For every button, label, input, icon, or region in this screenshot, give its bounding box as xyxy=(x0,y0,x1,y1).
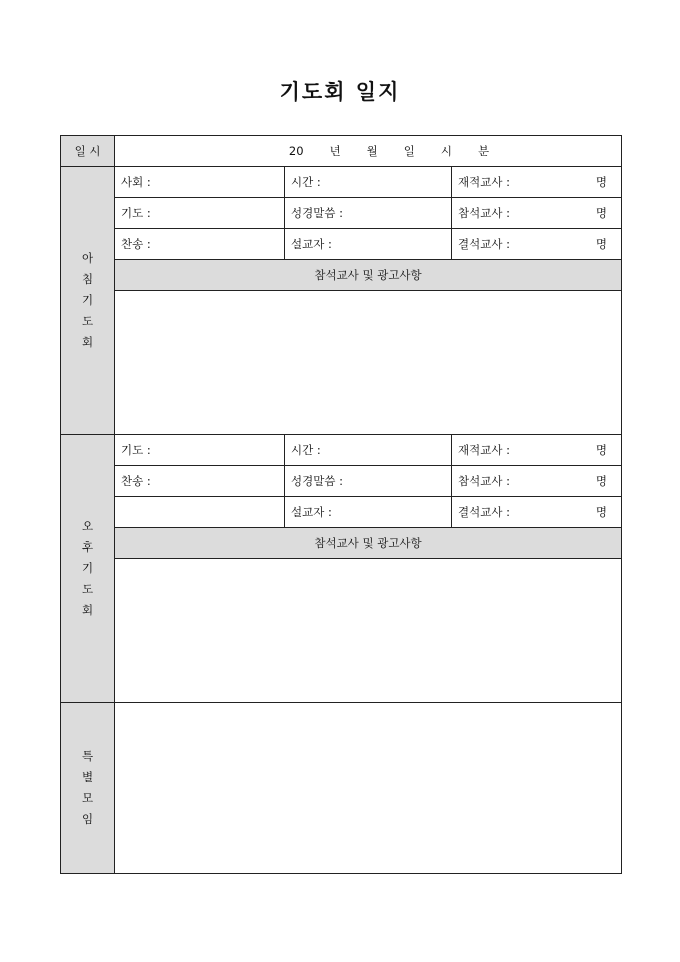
afternoon-hymn-field[interactable]: 찬송 : xyxy=(115,466,285,497)
prayer-log-form xyxy=(60,135,622,874)
morning-notice-area[interactable] xyxy=(115,291,622,435)
date-label-cell xyxy=(61,136,115,167)
date-hour-label: 시 xyxy=(440,144,452,158)
morning-row-2 xyxy=(61,198,622,229)
morning-row-3 xyxy=(61,229,622,260)
date-year-prefix: 20 xyxy=(288,144,304,158)
morning-enrolled-field[interactable]: 재적교사 : 명 xyxy=(452,167,622,198)
morning-attending-field[interactable]: 참석교사 : 명 xyxy=(452,198,622,229)
afternoon-notice-row xyxy=(61,559,622,703)
afternoon-row-3 xyxy=(61,497,622,528)
morning-absent-field[interactable]: 결석교사 : 명 xyxy=(452,229,622,260)
afternoon-time-field[interactable]: 시간 : xyxy=(285,435,452,466)
morning-row-1 xyxy=(61,167,622,198)
morning-notice-header-row xyxy=(61,260,622,291)
morning-time-field[interactable]: 시간 : xyxy=(285,167,452,198)
special-meeting-area[interactable] xyxy=(115,703,622,874)
morning-leader-field[interactable]: 사회 : xyxy=(115,167,285,198)
afternoon-row-1 xyxy=(61,435,622,466)
date-row xyxy=(61,136,622,167)
document-title: 기도회 일지 xyxy=(279,79,401,104)
afternoon-absent-field[interactable]: 결석교사 : 명 xyxy=(452,497,622,528)
afternoon-row-2 xyxy=(61,466,622,497)
date-month-label: 월 xyxy=(366,144,378,158)
morning-hymn-field[interactable]: 찬송 : xyxy=(115,229,285,260)
special-side-label: 특 별 모 임 xyxy=(61,703,115,874)
morning-notice-row xyxy=(61,291,622,435)
morning-side-label: 아 침 기 도 회 xyxy=(61,167,115,435)
morning-prayer-field[interactable]: 기도 : xyxy=(115,198,285,229)
morning-scripture-field[interactable]: 성경말씀 : xyxy=(285,198,452,229)
date-year-label: 년 xyxy=(329,144,341,158)
afternoon-notice-area[interactable] xyxy=(115,559,622,703)
date-field[interactable] xyxy=(115,136,622,167)
afternoon-preacher-field[interactable]: 설교자 : xyxy=(285,497,452,528)
morning-notice-header: 참석교사 및 광고사항 xyxy=(115,260,622,291)
date-minute-label: 분 xyxy=(478,144,490,158)
afternoon-attending-field[interactable]: 참석교사 : 명 xyxy=(452,466,622,497)
morning-preacher-field[interactable]: 설교자 : xyxy=(285,229,452,260)
afternoon-prayer-field[interactable]: 기도 : xyxy=(115,435,285,466)
afternoon-enrolled-field[interactable]: 재적교사 : 명 xyxy=(452,435,622,466)
afternoon-scripture-field[interactable]: 성경말씀 : xyxy=(285,466,452,497)
afternoon-notice-header-row xyxy=(61,528,622,559)
afternoon-side-label: 오 후 기 도 회 xyxy=(61,435,115,703)
afternoon-notice-header: 참석교사 및 광고사항 xyxy=(115,528,622,559)
date-label: 일 시 xyxy=(74,144,101,158)
special-row xyxy=(61,703,622,874)
date-day-label: 일 xyxy=(403,144,415,158)
afternoon-empty-field[interactable] xyxy=(115,497,285,528)
